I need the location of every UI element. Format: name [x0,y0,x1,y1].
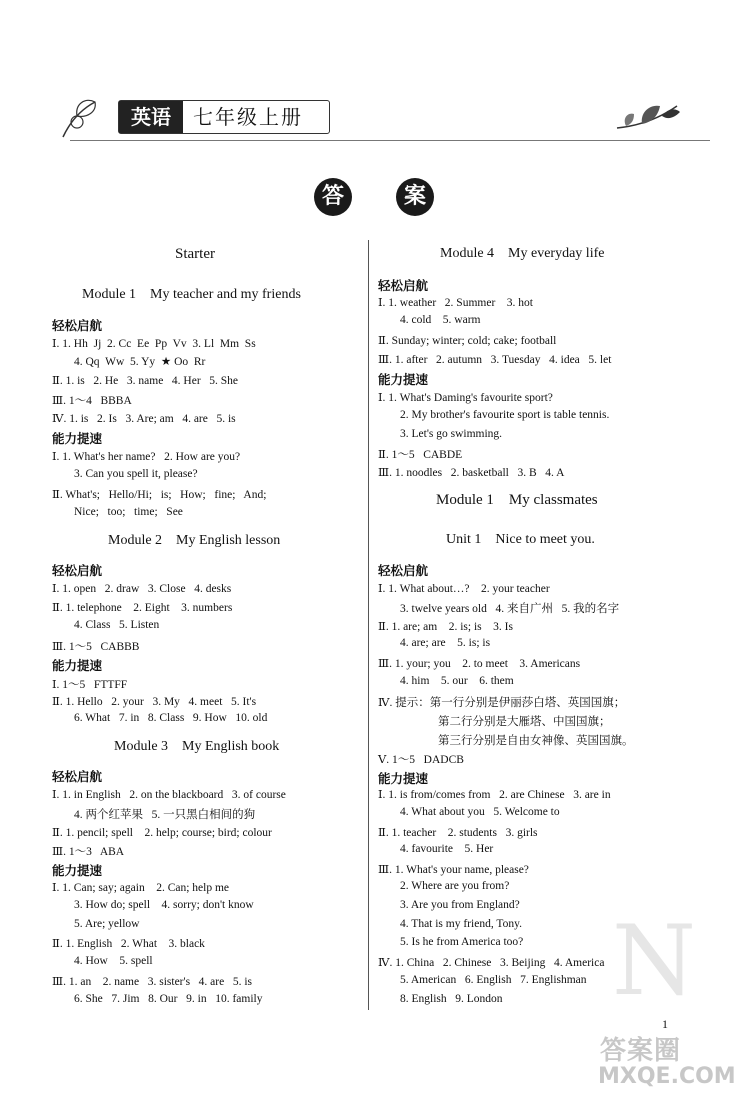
answer-line: 第二行分别是大雁塔、中国国旗； [438,716,611,728]
section-heading: 能力提速 [378,372,429,387]
answer-line: Ⅳ. 1. China 2. Chinese 3. Beijing 4. America [378,957,605,969]
header-leaf-right-icon [612,98,682,143]
answer-line: Ⅱ. 1. teacher 2. students 3. girls [378,827,538,839]
answer-line: 6. She 7. Jim 8. Our 9. in 10. family [74,993,263,1005]
answer-line: Ⅲ. 1. after 2. autumn 3. Tuesday 4. idea 5. let [378,354,612,366]
answer-line: 3. Can you spell it, please? [74,468,198,480]
answer-line: Ⅱ. 1. Hello 2. your 3. My 4. meet 5. It's [52,696,257,708]
answer-line: Ⅱ. 1. are; am 2. is; is 3. Is [378,621,513,633]
answer-line: Ⅱ. 1. English 2. What 3. black [52,938,205,950]
answer-line: Ⅱ. 1. is 2. He 3. name 4. Her 5. She [52,375,239,387]
section-heading: 轻松启航 [378,563,429,578]
module4-heading: Module 4 My everyday life [440,246,605,261]
answer-line: Ⅰ. 1. What's her name? 2. How are you? [52,451,241,463]
answer-line: 4. cold 5. warm [400,314,481,326]
answer-line: Ⅰ. 1. Hh Jj 2. Cc Ee Pp Vv 3. Ll Mm Ss [52,338,256,350]
section-heading: 能力提速 [52,863,103,878]
section-heading: 轻松启航 [378,278,429,293]
title-char-2: 案 [396,178,434,216]
module1-heading: Module 1 My teacher and my friends [82,287,301,302]
answer-line: Ⅱ. What's; Hello/Hi; is; How; fine; And; [52,489,267,501]
section-heading: 能力提速 [378,771,429,786]
answer-line: 5. Is he from America too? [400,936,524,948]
answer-line: 4. Class 5. Listen [74,619,160,631]
starter-heading: Starter [175,246,215,262]
answer-line: Ⅲ. 1. an 2. name 3. sister's 4. are 5. is [52,976,253,988]
unit1-heading: Unit 1 Nice to meet you. [446,532,595,547]
module2-heading: Module 2 My English lesson [108,533,281,548]
answer-line: Ⅲ. 1～3 ABA [52,846,125,858]
answer-line: 8. English 9. London [400,993,503,1005]
answer-line: 第三行分别是自由女神像、英国国旗。 [438,735,634,747]
section-heading: 轻松启航 [52,318,103,333]
answer-line: 3. Are you from England? [400,899,520,911]
module3-heading: Module 3 My English book [114,739,280,754]
answer-line: 4. him 5. our 6. them [400,675,514,687]
answer-line: Ⅲ. 1～4 BBBA [52,395,132,407]
answer-line: 2. My brother's favourite sport is table tennis. [400,409,610,421]
answer-line: Ⅰ. 1. weather 2. Summer 3. hot [378,297,533,309]
answer-line: 4. How 5. spell [74,955,153,967]
answer-line: 5. Are; yellow [74,918,140,930]
answer-line: 6. What 7. in 8. Class 9. How 10. old [74,712,268,724]
answer-line: 3. twelve years old 4. 来自广州 5. 我的名字 [400,603,620,615]
header-leaf-left-icon [55,92,115,147]
answer-line: Ⅱ. 1～5 CABDE [378,449,463,461]
answer-line: 4. What about you 5. Welcome to [400,806,560,818]
answer-line: 4. Qq Ww 5. Yy ★ Oo Rr [74,356,206,368]
answer-line: Ⅰ. 1. in English 2. on the blackboard 3. of course [52,789,286,801]
watermark-letter: N [612,905,696,1017]
watermark-url: MXQE.COM [598,1064,736,1089]
answer-line: Ⅳ. 1. is 2. Is 3. Are; am 4. are 5. is [52,413,236,425]
section-heading: 轻松启航 [52,769,103,784]
answer-line: Ⅱ. Sunday; winter; cold; cake; football [378,335,557,347]
answer-line: Ⅰ. 1. What about…? 2. your teacher [378,583,550,595]
answer-line: Ⅰ. 1～5 FTTFF [52,679,128,691]
answer-line: Ⅰ. 1. What's Daming's favourite sport? [378,392,553,404]
answer-line: 2. Where are you from? [400,880,510,892]
section-heading: 能力提速 [52,431,103,446]
answer-line: Ⅴ. 1～5 DADCB [378,754,464,766]
title-char-1: 答 [314,178,352,216]
answer-line: Ⅰ. 1. is from/comes from 2. are Chinese 3. are in [378,789,611,801]
answer-line: 5. American 6. English 7. Englishman [400,974,587,986]
module1-classmates-heading: Module 1 My classmates [436,492,598,508]
answer-line: Ⅰ. 1. Can; say; again 2. Can; help me [52,882,230,894]
section-heading: 能力提速 [52,658,103,673]
answer-line: 3. How do; spell 4. sorry; don't know [74,899,254,911]
page-number: 1 [662,1017,668,1031]
answer-line: Ⅲ. 1. your; you 2. to meet 3. Americans [378,658,581,670]
column-divider [368,240,369,1010]
grade-label: 七年级上册 [193,105,303,129]
answer-line: Ⅲ. 1～5 CABBB [52,641,140,653]
answer-line: Ⅱ. 1. telephone 2. Eight 3. numbers [52,602,233,614]
section-heading: 轻松启航 [52,563,103,578]
answer-line: 4. are; are 5. is; is [400,637,491,649]
answer-line: 4. favourite 5. Her [400,843,494,855]
answer-title [300,178,450,218]
answer-line: Nice; too; time; See [74,506,183,518]
watermark-logo: 答案圈 [600,1036,682,1066]
answer-line: 3. Let's go swimming. [400,428,503,440]
answer-line: Ⅲ. 1. What's your name, please? [378,864,529,876]
answer-line: Ⅲ. 1. noodles 2. basketball 3. B 4. A [378,467,565,479]
subject-label: 英语 [119,101,183,133]
header-banner [118,100,330,134]
answer-line: 4. 两个红苹果 5. 一只黑白相间的狗 [74,809,256,821]
answer-line: Ⅳ. 提示：第一行分别是伊丽莎白塔、英国国旗； [378,697,626,709]
answer-line: 4. That is my friend, Tony. [400,918,522,930]
answer-line: Ⅰ. 1. open 2. draw 3. Close 4. desks [52,583,232,595]
answer-line: Ⅱ. 1. pencil; spell 2. help; course; bird; colour [52,827,272,839]
